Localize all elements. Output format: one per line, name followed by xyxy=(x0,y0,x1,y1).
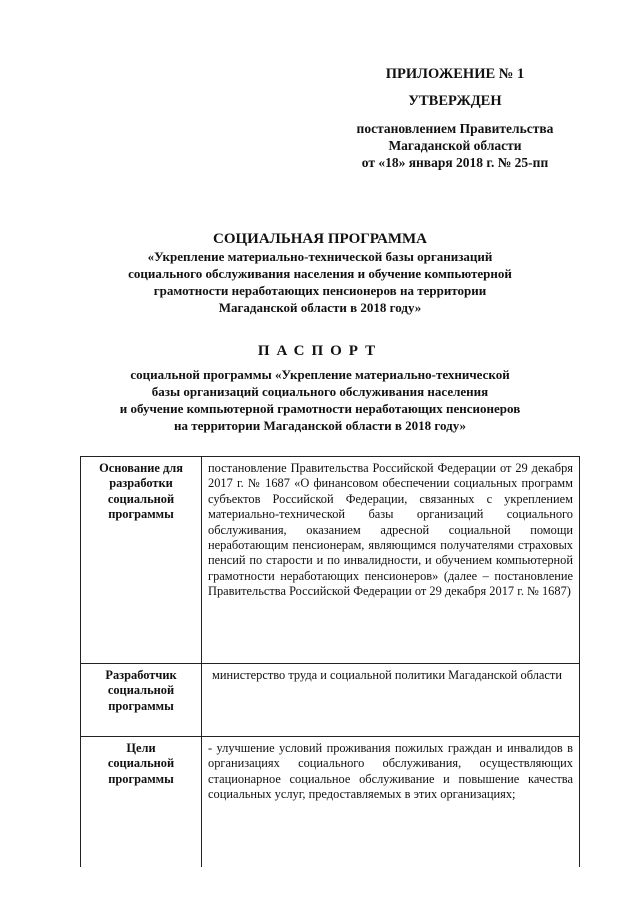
label-line: программы xyxy=(108,507,174,522)
passport-table xyxy=(80,456,580,867)
approval-line-2: Магаданской области xyxy=(388,138,522,153)
program-name-line: Магаданской области в 2018 году» xyxy=(218,300,422,315)
label-line: Цели xyxy=(126,741,156,755)
program-name-line: «Укрепление материально-технической базы организаций xyxy=(147,249,493,264)
row-value-basis: постановление Правительства Российской Федерации от 29 декабря 2017 г. № 1687 «О финансовом обеспечении социальных программ субъектов Российской Федерации, связанных с укреплением материально-технической базы организаций социального обслуживания, оказанием адресной социальной помощи неработающим пенсионерам, являющимся получателями страховых пенсий по старости и по инвалидности, и обучением компьютерной грамотности неработающих пенсионеров» (далее – постановление Правительства Российской Федерации от 29 декабря 2017 г. № 1687) xyxy=(202,457,580,664)
program-title: СОЦИАЛЬНАЯ ПРОГРАММА xyxy=(212,231,428,247)
row-label-goals xyxy=(81,737,202,868)
program-name-line: социального обслуживания населения и обучение компьютерной xyxy=(128,266,512,281)
passport-title: ПАСПОРТ xyxy=(257,343,383,359)
row-value-developer: министерство труда и социальной политики Магаданской области xyxy=(202,664,580,737)
label-line: Разработчик xyxy=(105,668,177,682)
table-row xyxy=(81,737,580,868)
row-value-goals: - улучшение условий проживания пожилых граждан и инвалидов в организациях социального обслуживания, осуществляющих стационарное социальное обслуживание и повышение качества социальных услуг, предоставляемых в этих организациях; xyxy=(202,737,580,868)
label-line: социальной xyxy=(107,683,175,698)
passport-subtitle-line: социальной программы «Укрепление материально-технической xyxy=(130,367,510,382)
label-line: социальной xyxy=(107,756,175,771)
row-label-basis xyxy=(81,457,202,664)
program-name xyxy=(60,248,580,316)
approval-line-3: от «18» января 2018 г. № 25-пп xyxy=(361,155,549,170)
appendix-number: ПРИЛОЖЕНИЕ № 1 xyxy=(385,66,525,82)
passport-subtitle xyxy=(60,366,580,434)
label-line: программы xyxy=(108,771,174,786)
passport-subtitle-line: и обучение компьютерной грамотности неработающих пенсионеров xyxy=(119,401,521,416)
passport-subtitle-line: базы организаций социального обслуживания населения xyxy=(151,384,489,399)
passport-subtitle-line: на территории Магаданской области в 2018 году» xyxy=(173,418,467,433)
label-line: социальной xyxy=(107,491,175,506)
program-heading xyxy=(60,230,580,316)
label-line: разработки xyxy=(109,476,173,491)
approval-block xyxy=(300,66,610,171)
label-line: Основание для xyxy=(99,461,183,475)
table-row xyxy=(81,664,580,737)
program-name-line: грамотности неработающих пенсионеров на территории xyxy=(153,283,487,298)
row-label-developer xyxy=(81,664,202,737)
approved-stamp: УТВЕРЖДЕН xyxy=(408,93,502,109)
label-line: программы xyxy=(108,698,174,713)
approval-line-1: постановлением Правительства xyxy=(356,121,554,136)
table-row xyxy=(81,457,580,664)
